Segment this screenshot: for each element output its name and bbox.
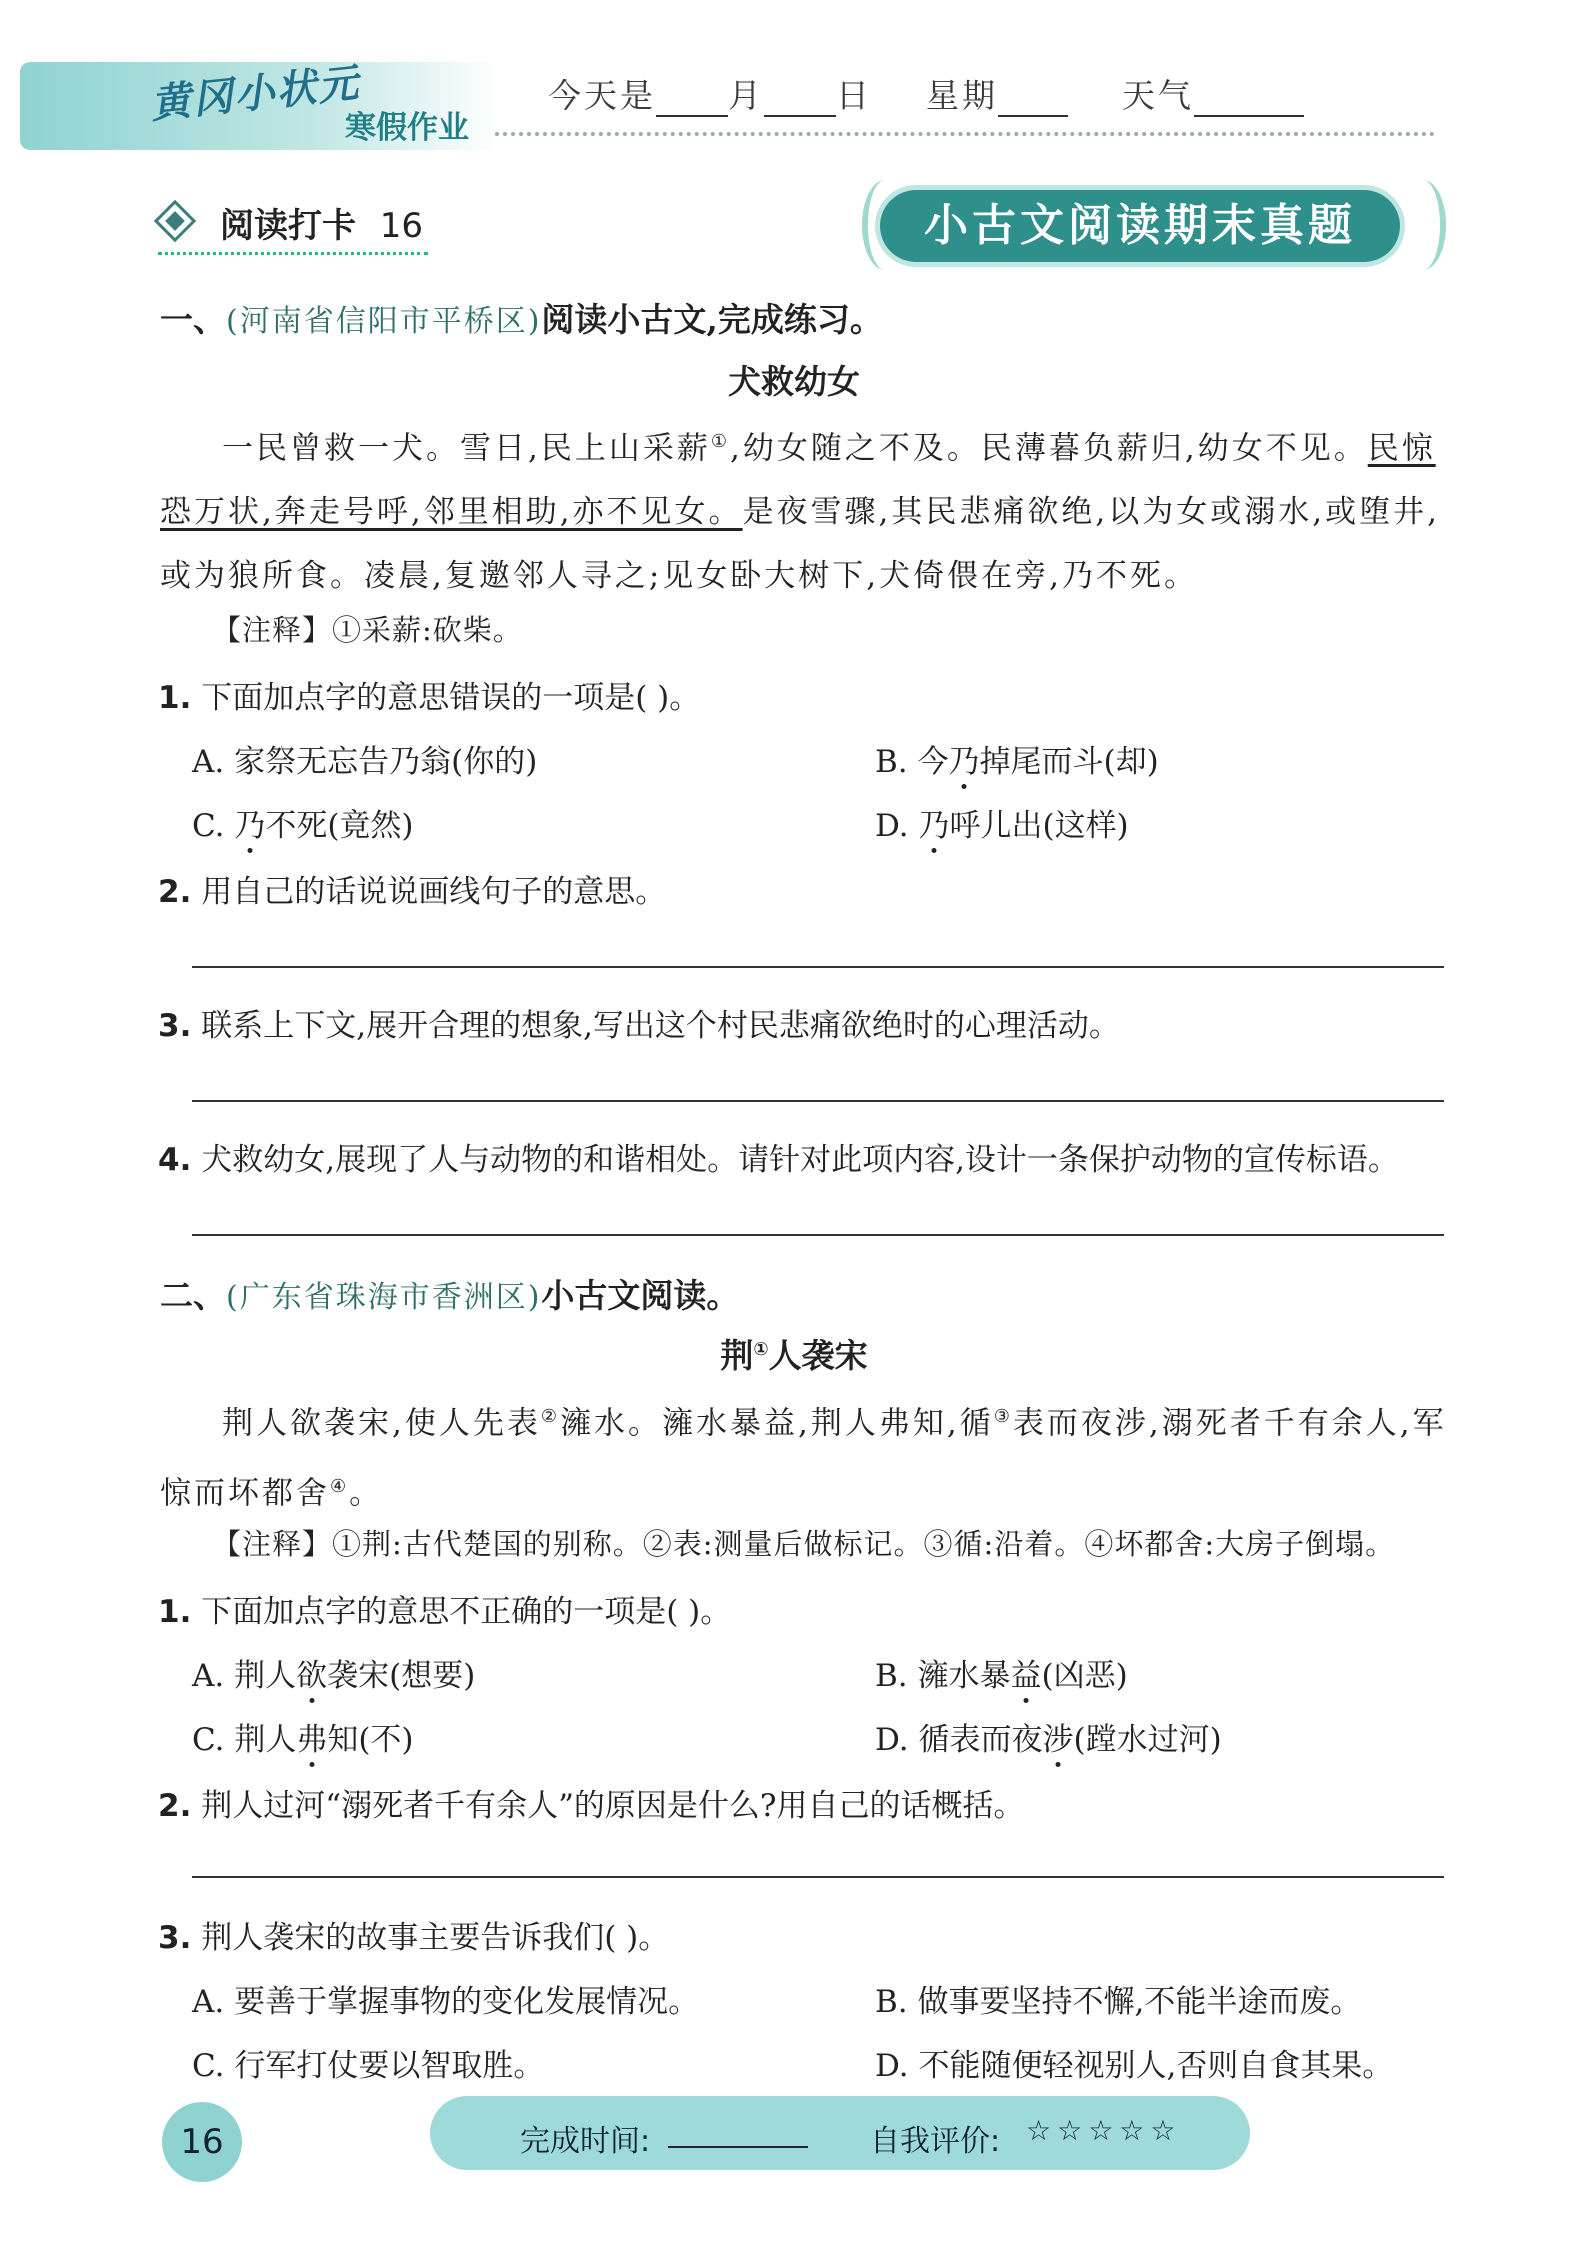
- page-number: 16: [162, 2102, 242, 2182]
- month-blank[interactable]: [656, 115, 728, 117]
- week-label: 星期: [925, 76, 998, 115]
- part1-note: 【注释】①采薪:砍柴。: [212, 613, 523, 647]
- part1-q1-option-c[interactable]: [192, 800, 414, 845]
- question-number: 4.: [158, 1142, 192, 1178]
- option-text: A. 荆人: [192, 1658, 297, 1694]
- part1-q1-option-b[interactable]: [875, 736, 1159, 781]
- card-number: 16: [379, 206, 423, 246]
- part2-q1-option-d[interactable]: [875, 1714, 1222, 1759]
- passage-text: 一民曾救一犬。雪日,民上山采薪: [222, 430, 711, 467]
- option-text: 袭宋(想要): [327, 1658, 476, 1694]
- question-text: 犬救幼女,展现了人与动物的和谐相处。请针对此项内容,设计一条保护动物的宣传标语。: [201, 1142, 1399, 1178]
- part2-q1-option-c[interactable]: [192, 1714, 414, 1759]
- part1-prefix: 一、: [160, 300, 226, 339]
- today-label: 今天是: [548, 76, 656, 115]
- month-label: 月: [728, 76, 764, 115]
- part1-q2: [158, 866, 666, 911]
- passage-text: 表而夜涉,溺死者千有余人,军惊而坏都舍: [160, 1405, 1447, 1512]
- option-text: 呼儿出(这样): [949, 808, 1129, 844]
- part1-q1-option-a[interactable]: A. 家祭无忘告乃翁(你的): [192, 744, 538, 780]
- answer-line[interactable]: [192, 1234, 1444, 1236]
- dotted-char: 益: [1011, 1650, 1042, 1695]
- part2-q1-option-a[interactable]: [192, 1650, 475, 1695]
- passage-text: 。: [349, 1475, 384, 1512]
- part2-title: [0, 1330, 1588, 1377]
- rating-stars-icon[interactable]: ☆☆☆☆☆: [1026, 2114, 1182, 2147]
- completion-time-label: 完成时间:: [520, 2124, 651, 2159]
- part1-heading: [160, 294, 883, 341]
- section-banner: 小古文阅读期末真题: [880, 190, 1400, 262]
- dotted-char: 欲: [296, 1650, 327, 1695]
- dotted-char: 乃: [234, 800, 265, 845]
- brand-logo: 黄冈小状元: [148, 59, 363, 128]
- date-weather-fields: [548, 70, 1304, 117]
- part2-passage: [160, 1385, 1450, 1526]
- question-number: 2.: [158, 1788, 192, 1824]
- part1-q1: [158, 672, 700, 717]
- footnote-mark: ①: [753, 1339, 769, 1360]
- part1-source: (河南省信阳市平桥区): [226, 304, 542, 339]
- option-text: C. 荆人: [192, 1722, 297, 1758]
- question-text: 荆人袭宋的故事主要告诉我们( )。: [201, 1920, 670, 1956]
- completion-time-blank[interactable]: [668, 2146, 808, 2148]
- part2-q2: [158, 1780, 1025, 1825]
- dotted-char: 乃: [949, 736, 980, 781]
- option-text: 不死(竟然): [265, 808, 414, 844]
- part1-passage: [160, 410, 1450, 608]
- part2-q3-option-d[interactable]: D. 不能随便轻视别人,否则自食其果。: [875, 2048, 1394, 2084]
- passage-text: 荆人欲袭宋,使人先表: [222, 1405, 541, 1442]
- dotted-char: 弗: [296, 1714, 327, 1759]
- week-blank[interactable]: [998, 115, 1068, 117]
- footer-bar: [430, 2096, 1250, 2170]
- question-text: 用自己的话说说画线句子的意思。: [201, 874, 667, 910]
- part2-source: (广东省珠海市香洲区): [226, 1280, 542, 1315]
- part2-q1: [158, 1586, 731, 1631]
- day-label: 日: [836, 76, 872, 115]
- option-text: B. 今: [875, 744, 949, 780]
- part2-q3: [158, 1912, 669, 1957]
- part2-q1-option-b[interactable]: [875, 1650, 1128, 1695]
- option-text: 掉尾而斗(却): [979, 744, 1159, 780]
- dotted-char: 涉: [1042, 1714, 1073, 1759]
- option-text: (蹚水过河): [1073, 1722, 1222, 1758]
- underlined-sentence: 民惊恐万状,奔走号呼,邻里相助,亦不见女。: [160, 430, 1436, 531]
- footnote-mark: ④: [330, 1476, 350, 1498]
- dotted-char: 乃: [918, 800, 949, 845]
- passage-text: 澭水。澭水暴益,荆人弗知,循: [560, 1405, 994, 1442]
- part1-title: 犬救幼女: [728, 362, 860, 401]
- weather-label: 天气: [1121, 76, 1194, 115]
- option-text: C.: [192, 808, 235, 844]
- option-text: B. 澭水暴: [875, 1658, 1011, 1694]
- footnote-mark: ③: [993, 1406, 1013, 1427]
- question-text: 下面加点字的意思错误的一项是( )。: [201, 680, 701, 716]
- passage-text: 是夜雪骤,其民悲痛欲绝,以为女或溺水,或堕井,或为狼所食。凌晨,复邀邻人寻之;见女卧大树下,犬倚偎在旁,乃不死。: [160, 494, 1440, 595]
- footnote-mark: ②: [540, 1406, 560, 1427]
- self-evaluation-label: 自我评价:: [870, 2124, 1001, 2159]
- option-text: D.: [875, 808, 919, 844]
- diamond-icon: [154, 200, 196, 242]
- part2-note: 【注释】①荆:古代楚国的别称。②表:测量后做标记。③循:沿着。④坏都舍:大房子倒塌。: [212, 1527, 1396, 1561]
- question-number: 1.: [158, 1594, 192, 1630]
- answer-line[interactable]: [192, 1100, 1444, 1102]
- question-text: 联系上下文,展开合理的想象,写出这个村民悲痛欲绝时的心理活动。: [201, 1008, 1120, 1044]
- part2-q3-option-c[interactable]: C. 行军打仗要以智取胜。: [192, 2048, 545, 2084]
- part2-instruction: 小古文阅读。: [541, 1276, 740, 1315]
- part2-q3-option-b[interactable]: B. 做事要坚持不懈,不能半途而废。: [875, 1984, 1362, 2020]
- header-dotted-divider: [495, 132, 1435, 136]
- answer-line[interactable]: [192, 1876, 1444, 1878]
- wavy-underline: [158, 242, 428, 255]
- brand-subtitle: 寒假作业: [345, 110, 469, 146]
- part2-prefix: 二、: [160, 1276, 226, 1315]
- part2-heading: [160, 1270, 739, 1317]
- day-blank[interactable]: [764, 115, 836, 117]
- weather-blank[interactable]: [1194, 115, 1304, 117]
- title-text: 人袭宋: [768, 1336, 868, 1375]
- card-title: [220, 198, 423, 247]
- part2-q3-option-a[interactable]: A. 要善于掌握事物的变化发展情况。: [192, 1984, 700, 2020]
- answer-line[interactable]: [192, 966, 1444, 968]
- footnote-mark: ①: [710, 431, 730, 452]
- question-text: 下面加点字的意思不正确的一项是( )。: [201, 1594, 732, 1630]
- passage-text: ,幼女随之不及。民薄暮负薪归,幼女不见。: [730, 430, 1368, 467]
- option-text: D. 循表而夜: [875, 1722, 1043, 1758]
- card-title-text: 阅读打卡: [220, 206, 356, 246]
- part1-q1-option-d[interactable]: [875, 800, 1129, 845]
- title-text: 荆: [720, 1336, 754, 1375]
- part1-q3: [158, 1000, 1120, 1045]
- part1-q4: [158, 1134, 1399, 1179]
- option-text: 知(不): [327, 1722, 414, 1758]
- part1-instruction: 阅读小古文,完成练习。: [541, 300, 883, 339]
- leaf-decoration-right-icon: [1400, 180, 1446, 270]
- question-number: 3.: [158, 1008, 192, 1044]
- option-text: (凶恶): [1041, 1658, 1128, 1694]
- question-text: 荆人过河“溺死者千有余人”的原因是什么?用自己的话概括。: [201, 1788, 1025, 1824]
- question-number: 3.: [158, 1920, 192, 1956]
- question-number: 2.: [158, 874, 192, 910]
- question-number: 1.: [158, 680, 192, 716]
